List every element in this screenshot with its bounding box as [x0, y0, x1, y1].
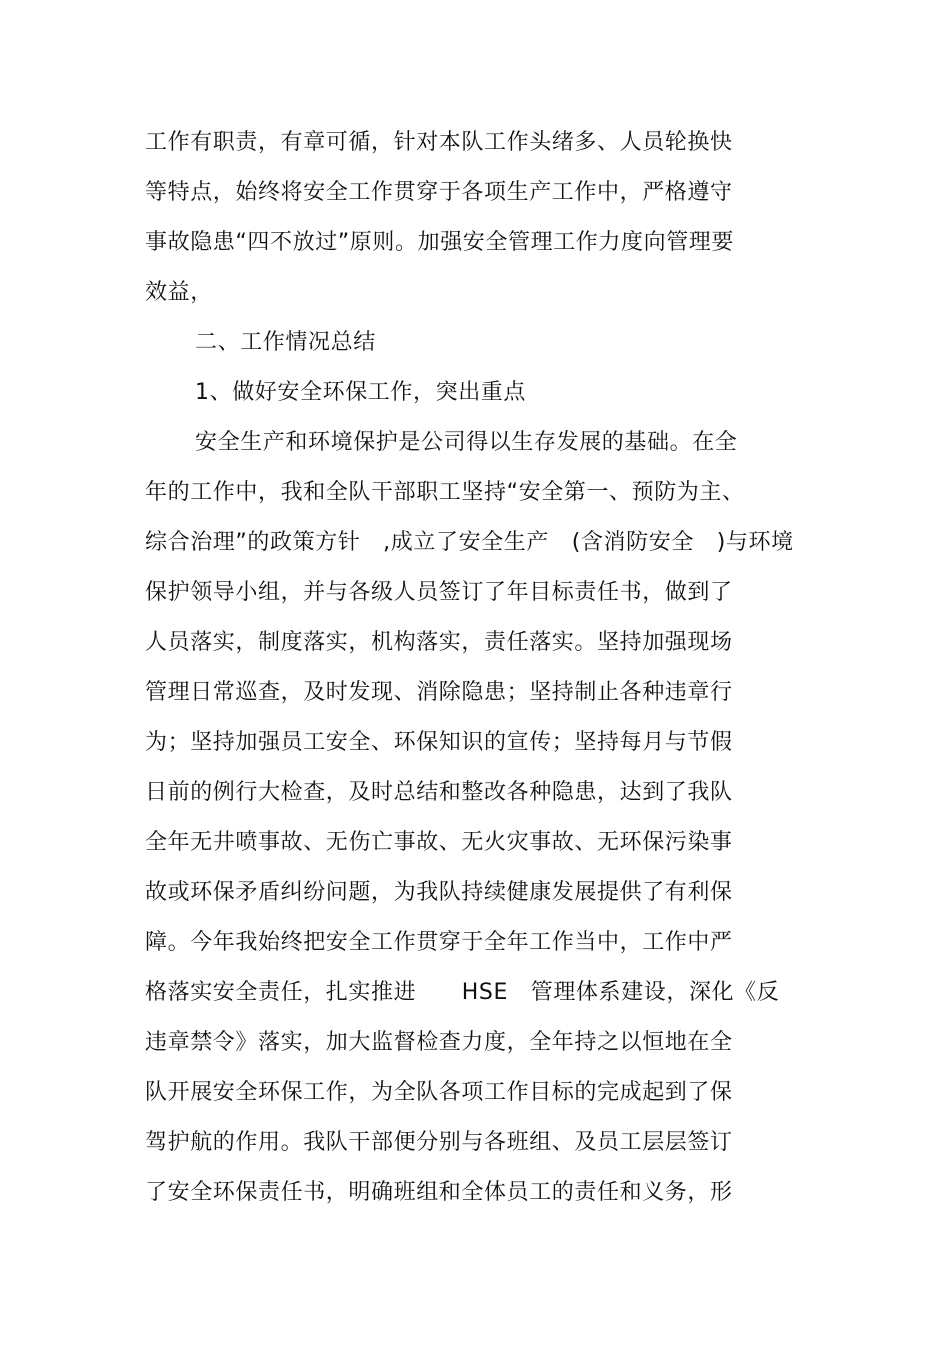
text-line-12: 管理日常巡查，及时发现、消除隐患；坚持制止各种违章行: [145, 680, 733, 705]
text-line-19: 违章禁令》落实，加大监督检查力度，全年持之以恒地在全: [145, 1030, 733, 1055]
text-line-14: 日前的例行大检查，及时总结和整改各种隐患，达到了我队: [145, 780, 733, 805]
text-line-4: 效益，: [145, 280, 213, 305]
section-heading: 二、工作情况总结: [195, 330, 376, 355]
text-line-8: 年的工作中，我和全队干部职工坚持“安全第一、预防为主、: [145, 480, 745, 505]
text-line-22: 了安全环保责任书，明确班组和全体员工的责任和义务，形: [145, 1180, 733, 1205]
text-line-16: 故或环保矛盾纠纷问题，为我队持续健康发展提供了有利保: [145, 880, 733, 905]
text-line-15: 全年无井喷事故、无伤亡事故、无火灾事故、无环保污染事: [145, 830, 733, 855]
text-line-13: 为；坚持加强员工安全、环保知识的宣传；坚持每月与节假: [145, 730, 733, 755]
text-line-11: 人员落实，制度落实，机构落实，责任落实。坚持加强现场: [145, 630, 733, 655]
subsection-heading: 1、做好安全环保工作，突出重点: [195, 380, 526, 405]
text-line-17: 障。今年我始终把安全工作贯穿于全年工作当中，工作中严: [145, 930, 733, 955]
text-line-20: 队开展安全环保工作，为全队各项工作目标的完成起到了保: [145, 1080, 733, 1105]
text-line-9: 综合治理”的政策方针 ,成立了安全生产 (含消防安全 )与环境: [145, 530, 794, 555]
text-line-1: 工作有职责，有章可循，针对本队工作头绪多、人员轮换快: [145, 130, 733, 155]
text-line-3: 事故隐患“四不放过”原则。加强安全管理工作力度向管理要: [145, 230, 734, 255]
text-line-7: 安全生产和环境保护是公司得以生存发展的基础。在全: [195, 430, 738, 455]
text-line-21: 驾护航的作用。我队干部便分别与各班组、及员工层层签订: [145, 1130, 733, 1155]
text-line-18: 格落实安全责任，扎实推进 HSE 管理体系建设，深化《反: [145, 980, 780, 1005]
text-line-10: 保护领导小组，并与各级人员签订了年目标责任书，做到了: [145, 580, 733, 605]
text-line-2: 等特点，始终将安全工作贯穿于各项生产工作中，严格遵守: [145, 180, 733, 205]
